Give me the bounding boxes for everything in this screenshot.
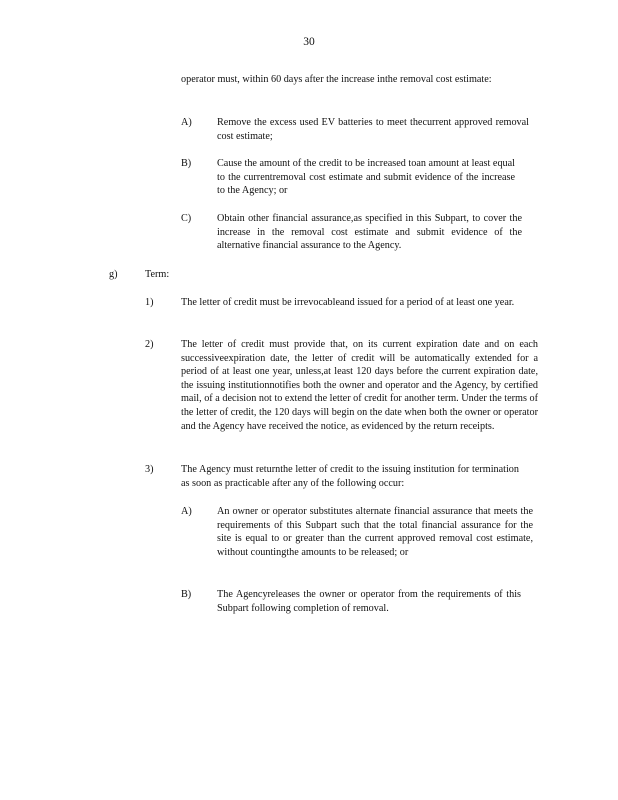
term-item-2: The letter of credit must provide that, on its current expiration date and on each successiveexpiration date, the letter of credit will be automatically extended for a period of at least one year, unless,at least 120 days before the current expiration date, the issuing institutionnotifies both the owner and operator and the Agency, by certified mail, of a decision not to extend the letter of credit for another term. Under the terms of the letter of credit, the 120 days will begin on the date when both the owner or operator and the Agency have received the notice, as evidenced by the return receipts. <box>181 339 538 432</box>
list-marker-a: A) <box>181 117 192 128</box>
term-item-3: The Agency must returnthe letter of credit to the issuing institution for termination as soon as practicable after any of the following occur: <box>181 464 519 489</box>
list-item-c: Obtain other financial assurance,as specified in this Subpart, to cover the increase in the removal cost estimate and submit evidence of the alternative financial assurance to the Agency. <box>217 213 522 252</box>
page-number: 30 <box>303 36 315 48</box>
sub-item-a: An owner or operator substitutes alternate financial assurance that meets the requirements of this Subpart such that the total financial assurance for the site is equal to or greater than the current approved removal cost estimate, without countingthe amounts to be released; or <box>217 506 533 558</box>
section-g-marker: g) <box>109 269 118 280</box>
list-marker-c: C) <box>181 213 192 224</box>
sub-marker-b: B) <box>181 589 192 600</box>
term-marker-1: 1) <box>145 297 154 308</box>
intro-paragraph: operator must, within 60 days after the increase inthe removal cost estimate: <box>181 74 492 85</box>
sub-item-b: The Agencyreleases the owner or operator from the requirements of this Subpart following completion of removal. <box>217 589 521 614</box>
term-item-1: The letter of credit must be irrevocableand issued for a period of at least one year. <box>181 297 515 308</box>
term-marker-3: 3) <box>145 464 154 475</box>
list-marker-b: B) <box>181 158 192 169</box>
list-item-b: Cause the amount of the credit to be increased toan amount at least equal to the currentremoval cost estimate and submit evidence of the increase to the Agency; or <box>217 158 515 197</box>
sub-marker-a: A) <box>181 506 192 517</box>
section-g-title: Term: <box>145 269 170 280</box>
list-item-a: Remove the excess used EV batteries to meet thecurrent approved removal cost estimate; <box>217 117 529 142</box>
term-marker-2: 2) <box>145 339 154 350</box>
